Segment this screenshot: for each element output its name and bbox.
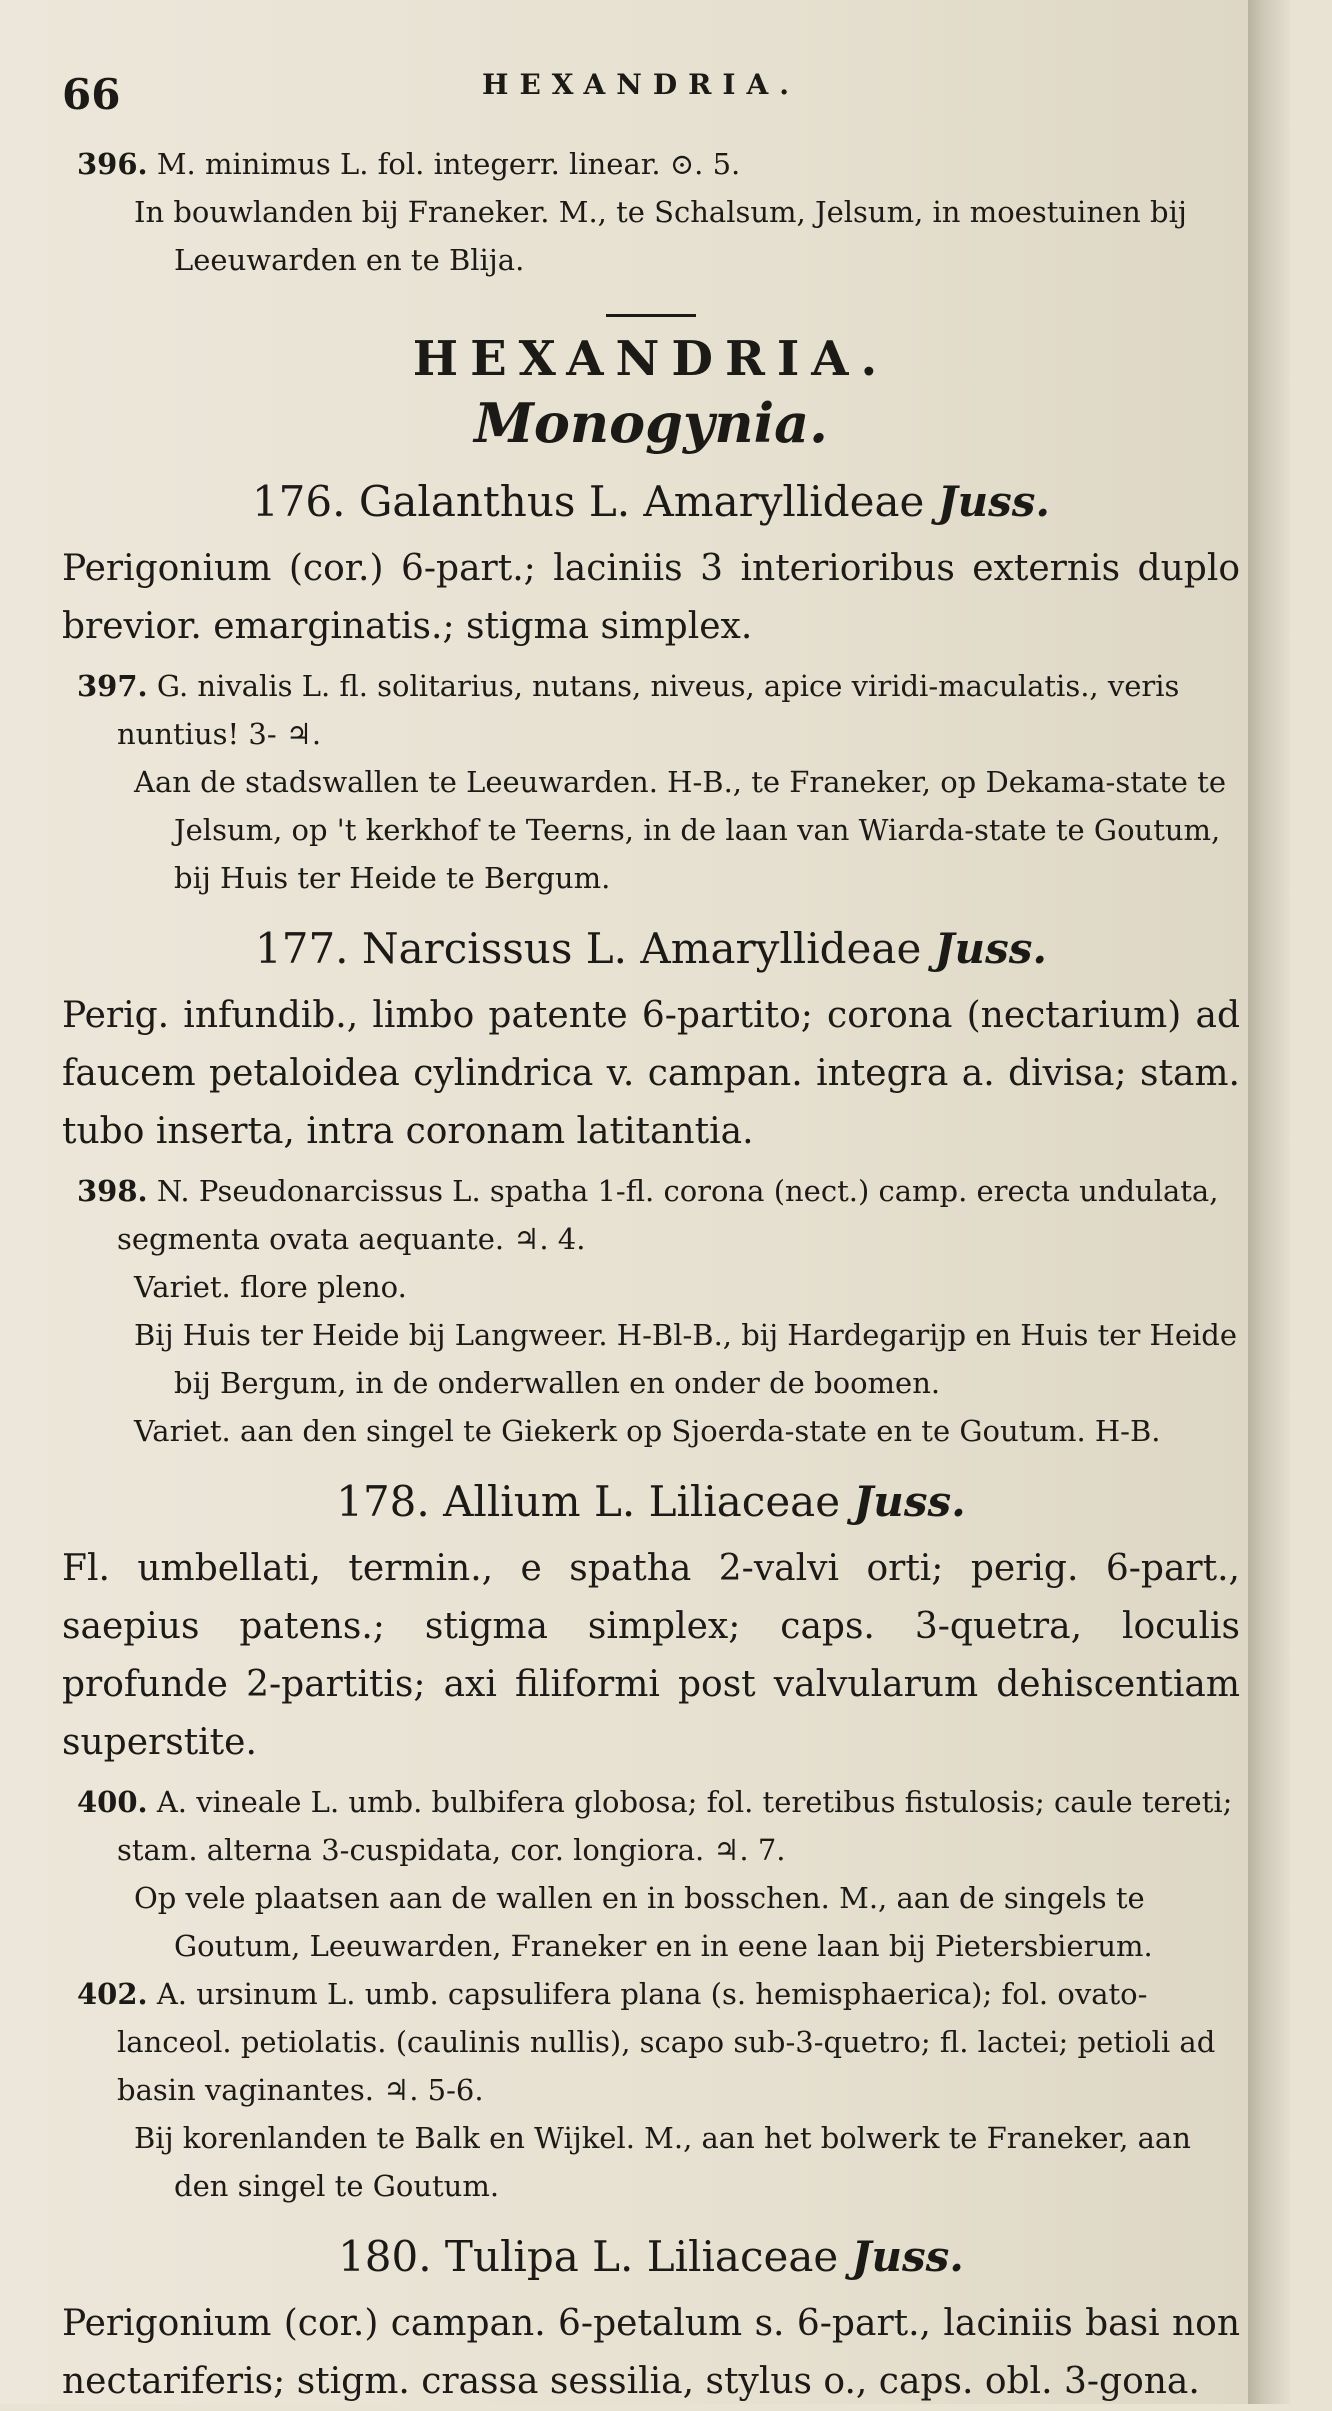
species-locality: Bij korenlanden te Balk en Wijkel. M., aan het bolwerk te Franeker, aan den singel te Goutum. bbox=[134, 2121, 1191, 2203]
genus-name: 177. Narcissus L. bbox=[255, 924, 627, 973]
genus-name: 178. Allium L. bbox=[336, 1477, 636, 1526]
carryover-species bbox=[62, 140, 1240, 188]
genus-description: Perigonium (cor.) campan. 6-petalum s. 6-part., laciniis basi non nectariferis; stigm. crassa sessilia, stylus o., caps. obl. 3-gona. bbox=[62, 2303, 1240, 2402]
species-locality: Aan de stadswallen te Leeuwarden. H-B., te Franeker, op Dekama-state te Jelsum, op 't kerkhof te Teerns, in de laan van Wiarda-state te Goutum, bij Huis ter Heide te Bergum. bbox=[134, 765, 1227, 895]
species-variety-locality: Variet. aan den singel te Giekerk op Sjoerda-state en te Goutum. H-B. bbox=[134, 1414, 1161, 1448]
species-number: 398. bbox=[77, 1174, 148, 1208]
genus-description: Perigonium (cor.) 6-part.; laciniis 3 interioribus externis duplo brevior. emarginatis.; stigma simplex. bbox=[62, 548, 1240, 647]
order-heading: Monogynia. bbox=[474, 391, 828, 455]
species-entry bbox=[62, 1970, 1240, 2114]
genus-name: 176. Galanthus L. bbox=[251, 477, 631, 526]
carryover-locality: In bouwlanden bij Franeker. M., te Schalsum, Jelsum, in moestuinen bij Leeuwarden en te Blija. bbox=[134, 195, 1187, 277]
species-locality: Bij Huis ter Heide bij Langweer. H-Bl-B., bij Hardegarijp en Huis ter Heide bij Bergum, in de onderwallen en onder de boomen. bbox=[134, 1318, 1237, 1400]
genus-family-author: Juss. bbox=[853, 1477, 966, 1526]
genus-heading bbox=[62, 477, 1240, 526]
genus-heading bbox=[62, 2232, 1240, 2281]
species-number: 400. bbox=[77, 1785, 148, 1819]
species-text: A. vineale L. umb. bulbifera globosa; fol. teretibus fistulosis; caule tereti; stam. alterna 3-cuspidata, cor. longiora. ♃. 7. bbox=[117, 1785, 1233, 1867]
species-text: M. minimus L. fol. integerr. linear. ⊙. 5. bbox=[156, 147, 741, 181]
genus-description: Perig. infundib., limbo patente 6-partito; corona (nectarium) ad faucem petaloidea cylindrica v. campan. integra a. divisa; stam. tubo inserta, intra coronam latitantia. bbox=[62, 995, 1240, 1152]
genus-family: Liliaceae bbox=[648, 1477, 841, 1526]
class-heading: HEXANDRIA. bbox=[412, 331, 890, 387]
species-text: N. Pseudonarcissus L. spatha 1-fl. corona (nect.) camp. erecta undulata, segmenta ovata aequante. ♃. 4. bbox=[117, 1174, 1219, 1256]
species-locality: Op vele plaatsen aan de wallen en in bosschen. M., aan de singels te Goutum, Leeuwarden, Franeker en in eene laan bij Pietersbierum. bbox=[134, 1881, 1153, 1963]
genus-heading bbox=[62, 1477, 1240, 1526]
species-text: G. nivalis L. fl. solitarius, nutans, niveus, apice viridi-maculatis., veris nuntius! 3- ♃. bbox=[117, 669, 1180, 751]
page-gutter bbox=[1248, 0, 1290, 2404]
genus-family: Amaryllideae bbox=[640, 924, 922, 973]
running-title: HEXANDRIA. bbox=[482, 68, 800, 101]
species-number: 402. bbox=[77, 1977, 148, 2011]
species-text: A. ursinum L. umb. capsulifera plana (s. hemisphaerica); fol. ovato-lanceol. petiolatis. (caulinis nullis), scapo sub-3-quetro; fl. lactei; petioli ad basin vaginantes. ♃. 5-6. bbox=[117, 1977, 1216, 2107]
genus-family-author: Juss. bbox=[851, 2232, 964, 2281]
species-number: 397. bbox=[77, 669, 148, 703]
genus-family-author: Juss. bbox=[937, 477, 1051, 526]
section-divider bbox=[606, 314, 696, 317]
species-entry bbox=[62, 1778, 1240, 1874]
genus-family: Amaryllideae bbox=[643, 477, 925, 526]
page-number: 66 bbox=[62, 70, 121, 119]
running-header bbox=[62, 60, 1240, 140]
genus-name: 180. Tulipa L. bbox=[338, 2232, 634, 2281]
species-entry bbox=[62, 662, 1240, 758]
genus-description: Fl. umbellati, termin., e spatha 2-valvi orti; perig. 6-part., saepius patens.; stigma simplex; caps. 3-quetra, loculis profunde 2-partitis; axi filiformi post valvularum dehiscentiam superstite. bbox=[62, 1548, 1240, 1763]
genus-heading bbox=[62, 924, 1240, 973]
genus-family-author: Juss. bbox=[934, 924, 1047, 973]
species-entry bbox=[62, 1167, 1240, 1263]
genus-family: Liliaceae bbox=[646, 2232, 839, 2281]
species-variety: Variet. flore pleno. bbox=[134, 1270, 407, 1304]
species-number: 396. bbox=[77, 147, 148, 181]
